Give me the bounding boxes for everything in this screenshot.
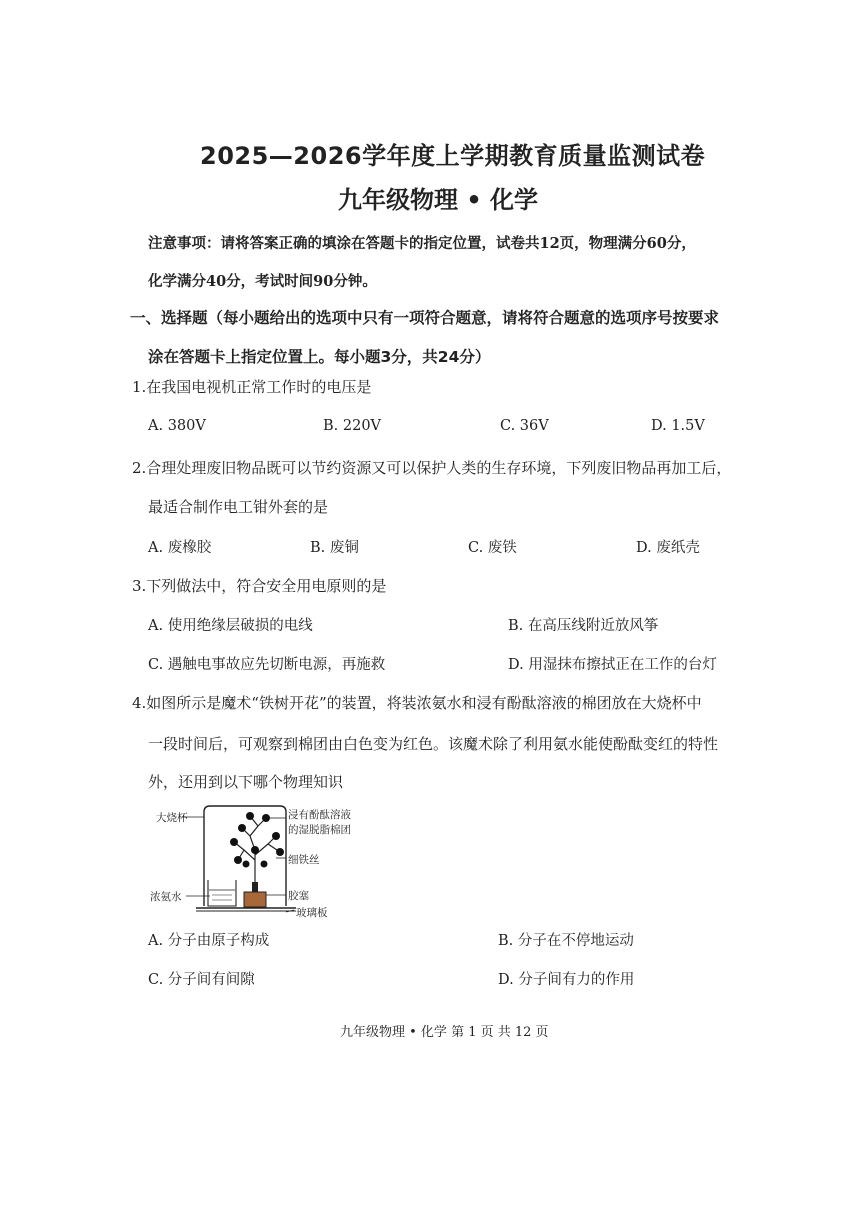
section-heading-line-1: 一、选择题（每小题给出的选项中只有一项符合题意，请将符合题意的选项序号按要求 — [130, 309, 720, 327]
question-3-stem: 3.下列做法中，符合安全用电原则的是 — [132, 577, 387, 595]
question-1-option-c: C. 36V — [500, 418, 549, 434]
question-3-option-d: D. 用湿抹布擦拭正在工作的台灯 — [508, 657, 717, 673]
question-2-option-b: B. 废铜 — [310, 540, 359, 556]
question-3-option-a: A. 使用绝缘层破损的电线 — [148, 618, 313, 634]
question-1-stem: 1.在我国电视机正常工作时的电压是 — [132, 378, 372, 396]
question-4-stem-line-2: 一段时间后，可观察到棉团由白色变为红色。该魔术除了利用氨水能使酚酞变红的特性 — [148, 735, 719, 753]
notice-line-2: 化学满分40分，考试时间90分钟。 — [148, 273, 377, 290]
question-4-stem-line-1: 4.如图所示是魔术“铁树开花”的装置，将装浓氨水和浸有酚酞溶液的棉团放在大烧杯中 — [132, 694, 702, 712]
question-1-option-b: B. 220V — [323, 418, 382, 434]
apparatus-figure — [146, 800, 376, 920]
label-cotton-2: 的湿脱脂棉团 — [288, 824, 351, 836]
question-3-option-c: C. 遇触电事故应先切断电源，再施救 — [148, 657, 386, 673]
question-2-option-a: A. 废橡胶 — [148, 540, 212, 556]
question-4-stem-line-3: 外，还用到以下哪个物理知识 — [148, 773, 344, 791]
question-2-option-d: D. 废纸壳 — [636, 540, 700, 556]
page-footer: 九年级物理 • 化学 第 1 页 共 12 页 — [340, 1025, 549, 1040]
page-subtitle: 九年级物理 • 化学 — [338, 186, 539, 214]
question-4-option-c: C. 分子间有间隙 — [148, 972, 255, 988]
label-large-beaker: 大烧杯 — [156, 812, 188, 824]
question-4-option-d: D. 分子间有力的作用 — [498, 972, 635, 988]
rubber-stopper — [244, 892, 266, 907]
question-3-option-b: B. 在高压线附近放风筝 — [508, 618, 659, 634]
question-1-option-a: A. 380V — [148, 418, 206, 434]
large-beaker — [204, 806, 286, 906]
small-beaker — [208, 880, 236, 906]
notice-line-1: 注意事项：请将答案正确的填涂在答题卡的指定位置，试卷共12页，物理满分60分， — [148, 235, 696, 252]
question-4-option-b: B. 分子在不停地运动 — [498, 933, 634, 949]
page-title: 2025—2026学年度上学期教育质量监测试卷 — [200, 142, 706, 170]
cotton-balls — [230, 812, 284, 868]
label-glass-plate: 玻璃板 — [296, 907, 328, 919]
question-4-option-a: A. 分子由原子构成 — [148, 933, 270, 949]
section-heading-line-2: 涂在答题卡上指定位置上。每小题3分，共24分） — [148, 348, 491, 366]
label-stopper: 胶塞 — [288, 890, 309, 902]
label-cotton-1: 浸有酚酞溶液 — [288, 809, 351, 821]
label-iron-wire: 细铁丝 — [288, 854, 320, 866]
question-2-option-c: C. 废铁 — [468, 540, 517, 556]
question-2-stem-line-1: 2.合理处理废旧物品既可以节约资源又可以保护人类的生存环境，下列废旧物品再加工后， — [132, 459, 732, 477]
label-ammonia: 浓氨水 — [150, 891, 182, 903]
question-2-stem-line-2: 最适合制作电工钳外套的是 — [148, 498, 329, 516]
question-1-option-d: D. 1.5V — [651, 418, 705, 434]
